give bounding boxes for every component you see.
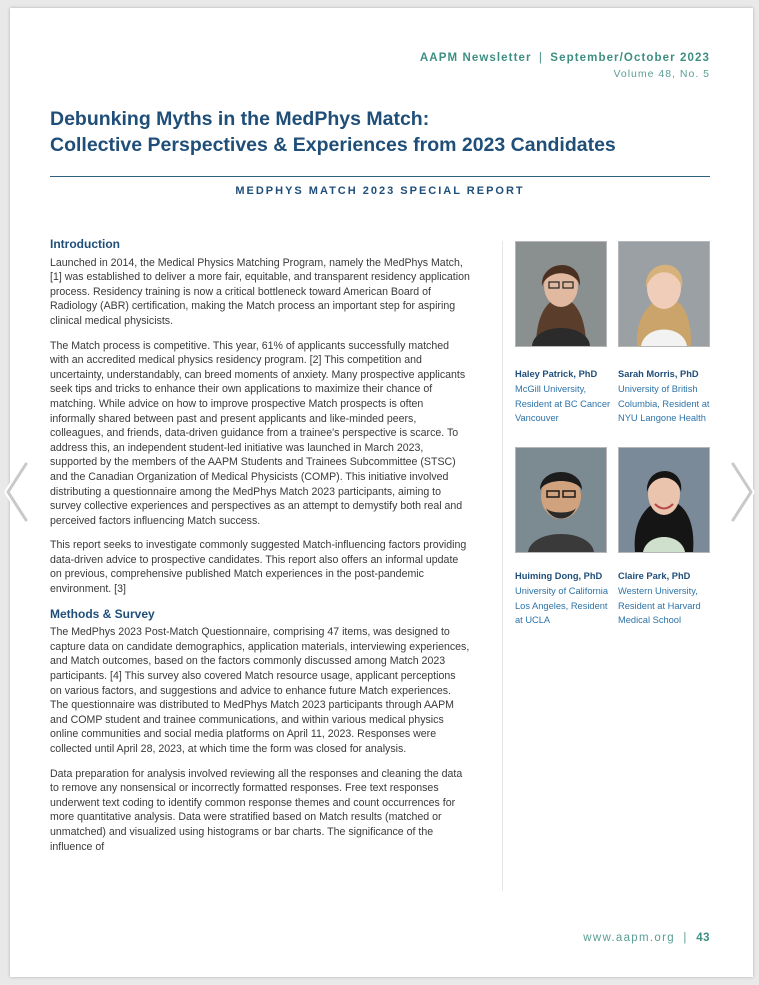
- chevron-right-icon[interactable]: [727, 460, 757, 524]
- author-name: Huiming Dong, PhD: [515, 571, 603, 581]
- author-affiliation: McGill University, Resident at BC Cancer Vancouver: [515, 384, 611, 423]
- publication-name: AAPM Newsletter: [419, 52, 532, 64]
- article-body: [50, 237, 470, 864]
- author-photo-sarah-morris: [618, 241, 710, 347]
- article-title-line-1: Debunking Myths in the MedPhys Match:: [50, 108, 430, 130]
- page-number: 43: [696, 932, 710, 944]
- publication-header: [420, 52, 710, 64]
- issue-date: September/October 2023: [550, 52, 710, 64]
- article-title: [50, 106, 710, 158]
- paragraph: The Match process is competitive. This year, 61% of applicants successfully matched with an accredited medical physics residency program. [2] This competition and uncertainty, understandably, can breed moments of anxiety. Many prospective applicants seek tips and tricks to enhance their own applications to maximize their chance of matching. While advice on how to improve prospective Match prospects is often informally shared between past and present applicants and like-minded peers, colleagues, and friends, data-driven guidance from a trainee's perspective is scarce. To address this, an independent student-led initiative was launched in March 2023, supported by the members of the AAPM Students and Trainees Subcommittee (STSC) and the Canadian Organization of Medical Physicists (COMP). This initiative involved distributing a questionnaire among the MedPhys Match 2023 participants, aiming to survey collective experiences and perspectives as an attempt to demystify both real and perceived factors influencing Match success.: [50, 339, 466, 527]
- section-heading-methods: Methods & Survey: [50, 606, 155, 621]
- footer-separator: |: [683, 932, 688, 944]
- author-photo-haley-patrick: [515, 241, 607, 347]
- article-title-line-2: Collective Perspectives & Experiences from 2023 Candidates: [50, 134, 616, 156]
- newsletter-page: [10, 8, 753, 977]
- column-divider: [502, 241, 503, 891]
- author-affiliation: Western University, Resident at Harvard Medical School: [618, 586, 701, 625]
- section-heading-introduction: Introduction: [50, 237, 120, 251]
- page-footer: [583, 932, 710, 944]
- paragraph: This report seeks to investigate commonly suggested Match-influencing factors providing data-driven advice to prospective candidates. This report also offers an informal update on previous, comprehensive published Match experiences in the post-pandemic environment. [3]: [50, 539, 467, 596]
- author-affiliation: University of California Los Angeles, Resident at UCLA: [515, 586, 609, 625]
- paragraph: The MedPhys 2023 Post-Match Questionnaire, comprising 47 items, was designed to capture data on candidate demographics, application materials, interviewing experiences, and Match outcomes, based on the factors commonly discussed among Match 2023 participants. [4] This survey also covered Match resource usage, applicant perceptions on various factors, and suggestions and advice to enhance future Match experiences. The questionnaire was distributed to MedPhys Match 2023 participants through AAPM and COMP student and trainee communications, and within various medical physics online communities and social media platforms on April 11, 2023. Responses were collected until April 28, 2023, at which time the form was closed for analysis.: [50, 626, 470, 755]
- chevron-left-icon[interactable]: [2, 460, 32, 524]
- author-name: Sarah Morris, PhD: [618, 369, 699, 379]
- report-subtitle: MEDPHYS MATCH 2023 SPECIAL REPORT: [235, 185, 525, 197]
- paragraph: Data preparation for analysis involved reviewing all the responses and cleaning the data to remove any nonsensical or incorrectly formatted responses. Free text responses underwent text coding to identify common response themes and count occurrences for more quantitative analysis. Data were stratified based on Match results (matched or unmatched) and visualized using histograms or bar charts. The significance of the influence of: [50, 767, 463, 853]
- author-name: Claire Park, PhD: [618, 571, 691, 581]
- author-name: Haley Patrick, PhD: [515, 369, 598, 379]
- paragraph: Launched in 2014, the Medical Physics Matching Program, namely the MedPhys Match, [1] was established to deliver a more fair, equitable, and transparent residency application process. Residency training is now a critical bottleneck toward American Board of Radiology (ABR) certification, making the Match process an important step for aspiring clinical medical physicists.: [50, 256, 470, 327]
- author-photo-huiming-dong: [515, 447, 607, 553]
- website-url: www.aapm.org: [583, 932, 675, 944]
- title-divider: [50, 176, 710, 177]
- author-affiliation: University of British Columbia, Resident at NYU Langone Health: [618, 384, 710, 423]
- header-separator: |: [538, 52, 543, 64]
- volume-label: Volume 48, No. 5: [613, 68, 710, 80]
- author-photo-claire-park: [618, 447, 710, 553]
